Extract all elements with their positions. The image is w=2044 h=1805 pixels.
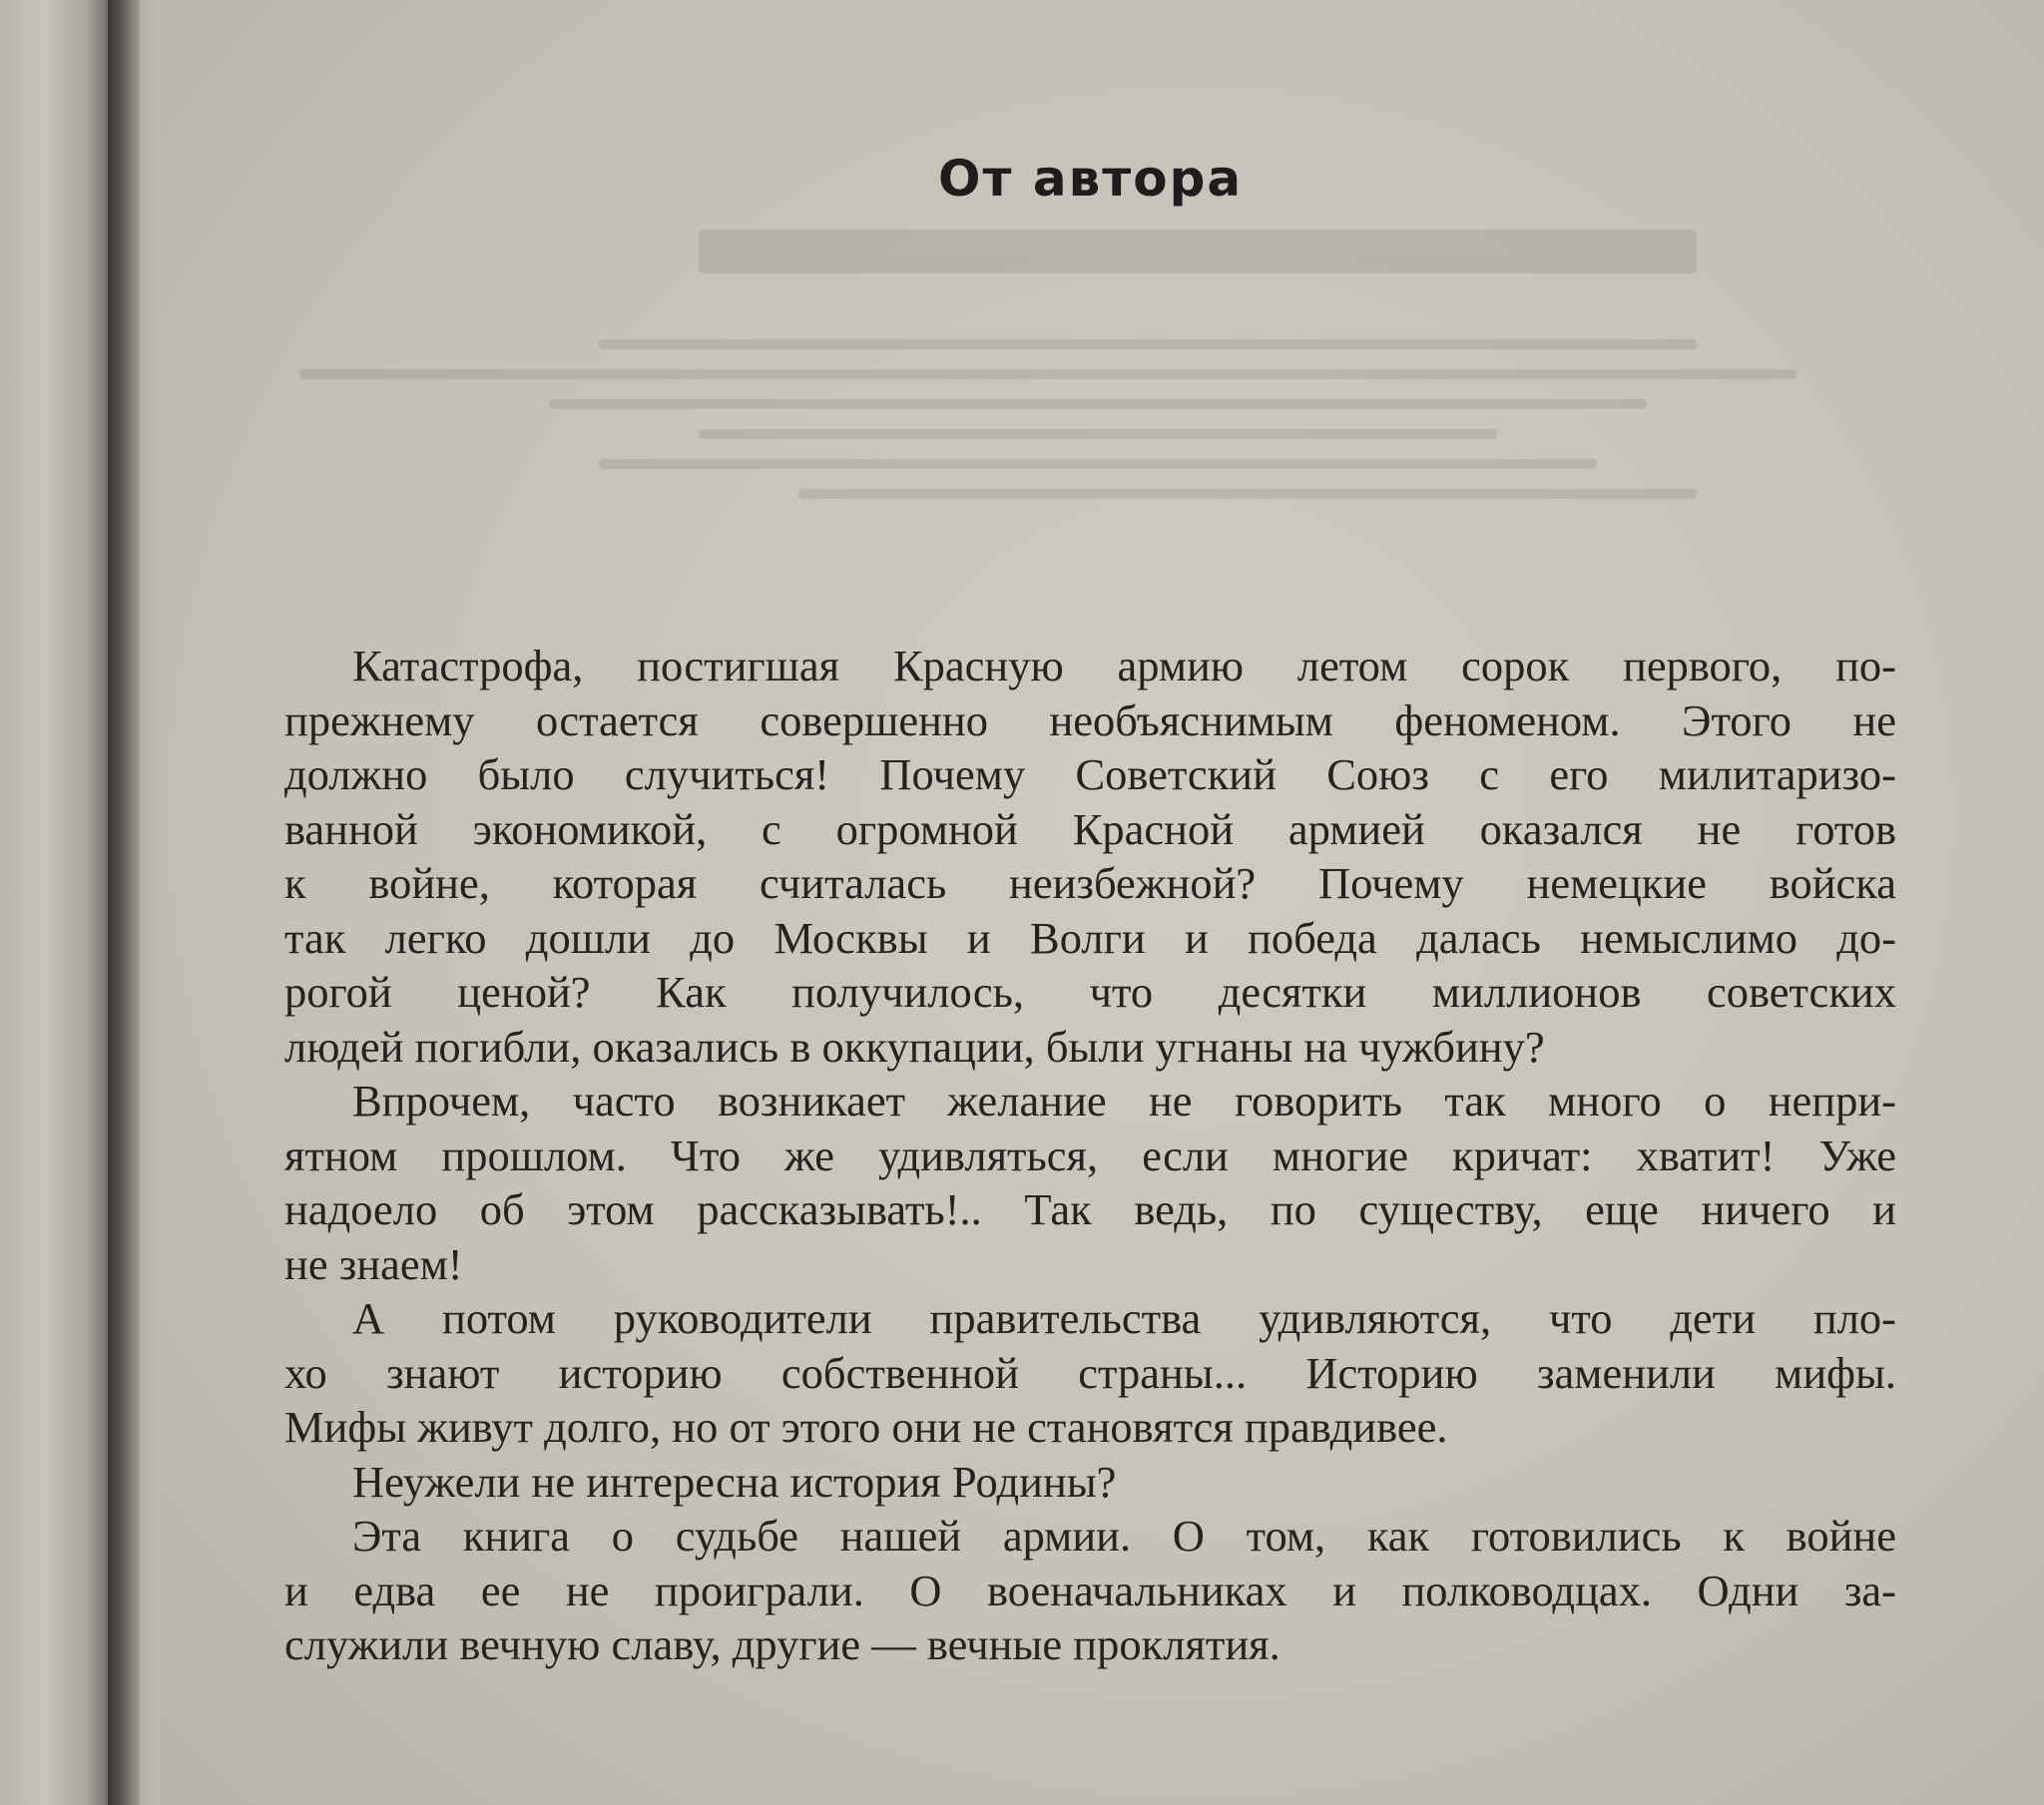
text-line: ятном прошлом. Что же удивляться, если многие кричат: хватит! Уже bbox=[284, 1129, 1896, 1180]
previous-page-edge bbox=[0, 0, 110, 1805]
text-line: надоело об этом рассказывать!.. Так ведь, по существу, еще ничего и bbox=[284, 1184, 1896, 1234]
text-line: Катастрофа, постигшая Красную армию летом сорок первого, по- bbox=[352, 641, 1896, 690]
text-line: Эта книга о судьбе нашей армии. О том, как готовились к войне bbox=[352, 1511, 1896, 1561]
text-line: ванной экономикой, с огромной Красной армией оказался не готов bbox=[284, 803, 1896, 854]
page-title: От автора bbox=[938, 150, 1244, 208]
text-line: людей погибли, оказались в оккупации, были угнаны на чужбину? bbox=[284, 1021, 1545, 1072]
text-line: должно было случиться! Почему Советский Союз с его милитаризо- bbox=[284, 749, 1896, 799]
text-line: Неужели не интересна история Родины? bbox=[352, 1456, 1117, 1507]
text-line: и едва ее не проиграли. О военачальниках и полководцах. Одни за- bbox=[284, 1565, 1896, 1615]
body-text bbox=[284, 639, 1896, 1672]
text-line: прежнему остается совершенно необъяснимым феноменом. Этого не bbox=[284, 694, 1896, 745]
show-through-text bbox=[299, 229, 1796, 549]
text-line: Впрочем, часто возникает желание не говорить так много о непри- bbox=[352, 1076, 1896, 1126]
text-line: хо знают историю собственной страны... Историю заменили мифы. bbox=[284, 1347, 1896, 1398]
text-line: так легко дошли до Москвы и Волги и победа далась немыслимо до- bbox=[284, 912, 1896, 963]
text-line: служили вечную славу, другие — вечные проклятия. bbox=[284, 1619, 1280, 1669]
text-line: не знаем! bbox=[284, 1238, 463, 1289]
text-line: к войне, которая считалась неизбежной? Почему немецкие войска bbox=[284, 858, 1896, 908]
text-line: А потом руководители правительства удивляются, что дети пло- bbox=[352, 1293, 1896, 1343]
text-line: Мифы живут долго, но от этого они не становятся правдивее. bbox=[284, 1402, 1448, 1452]
text-line: рогой ценой? Как получилось, что десятки миллионов советских bbox=[284, 967, 1896, 1017]
